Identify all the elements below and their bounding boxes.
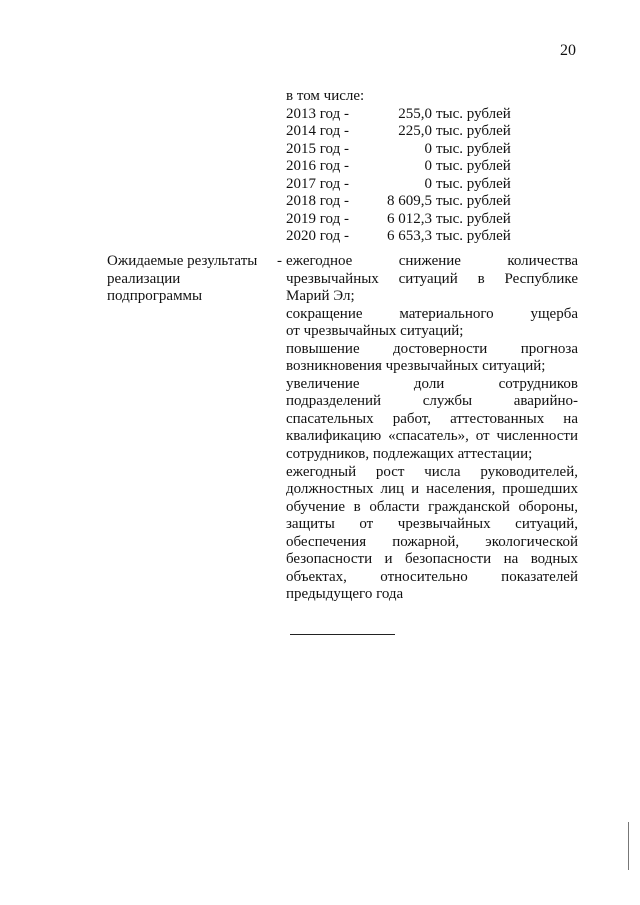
result-line: чрезвычайных ситуаций в Республике <box>286 270 578 287</box>
financing-year: 2016 год - <box>286 158 349 175</box>
result-line: возникновения чрезвычайных ситуаций; <box>286 358 546 375</box>
financing-breakdown <box>286 88 516 246</box>
result-line: объектах, относительно показателей <box>286 568 578 585</box>
result-line: квалификацию «спасатель», от численности <box>286 428 578 445</box>
label-line: Ожидаемые результаты <box>107 253 258 269</box>
result-line: безопасности и безопасности на водных <box>286 551 578 568</box>
end-rule <box>290 634 395 635</box>
result-line: защиты от чрезвычайных ситуаций, <box>286 516 578 533</box>
result-line: сотрудников, подлежащих аттестации; <box>286 446 533 463</box>
financing-amount: 0 <box>424 140 432 157</box>
result-line: ежегодный рост числа руководителей, <box>286 463 578 480</box>
financing-year: 2017 год - <box>286 175 349 192</box>
financing-year: 2018 год - <box>286 193 349 210</box>
financing-row <box>286 193 516 211</box>
result-line: от чрезвычайных ситуаций; <box>286 323 464 340</box>
result-line: повышение достоверности прогноза <box>286 340 578 357</box>
result-line: обучение в области гражданской обороны, <box>286 498 578 515</box>
page-number: 20 <box>560 42 576 59</box>
financing-unit: тыс. рублей <box>436 228 511 245</box>
financing-row <box>286 228 516 246</box>
financing-unit: тыс. рублей <box>436 175 511 192</box>
result-line: обеспечения пожарной, экологической <box>286 533 578 550</box>
financing-amount: 6 653,3 <box>387 228 432 245</box>
financing-year: 2019 год - <box>286 210 349 227</box>
scan-mark <box>628 822 629 870</box>
financing-unit: тыс. рублей <box>436 123 511 140</box>
financing-amount: 0 <box>424 175 432 192</box>
label-line: реализации <box>107 270 181 287</box>
financing-year: 2020 год - <box>286 228 349 245</box>
result-line: предыдущего года <box>286 586 404 603</box>
financing-year: 2013 год - <box>286 105 349 122</box>
label-dash: - <box>277 253 282 269</box>
label-line: подпрограммы <box>107 288 203 305</box>
results-label <box>107 253 282 306</box>
expected-results-text <box>286 253 578 604</box>
financing-year: 2014 год - <box>286 123 349 140</box>
financing-intro: в том числе: <box>286 88 365 104</box>
financing-unit: тыс. рублей <box>436 140 511 157</box>
financing-row <box>286 106 516 124</box>
financing-row <box>286 176 516 194</box>
financing-amount: 6 012,3 <box>387 210 432 227</box>
result-line: должностных лиц и населения, прошедших <box>286 481 578 498</box>
result-line: спасательных работ, аттестованных на <box>286 410 578 427</box>
result-line: ежегодное снижение количества <box>286 253 578 269</box>
result-line: увеличение доли сотрудников <box>286 375 578 392</box>
result-line: сокращение материального ущерба <box>286 305 578 322</box>
financing-amount: 225,0 <box>398 123 432 140</box>
financing-unit: тыс. рублей <box>436 210 511 227</box>
financing-unit: тыс. рублей <box>436 105 511 122</box>
result-line: Марий Эл; <box>286 288 355 305</box>
financing-year: 2015 год - <box>286 140 349 157</box>
financing-unit: тыс. рублей <box>436 158 511 175</box>
financing-amount: 255,0 <box>398 105 432 122</box>
financing-unit: тыс. рублей <box>436 193 511 210</box>
financing-row <box>286 141 516 159</box>
financing-row <box>286 123 516 141</box>
result-line: подразделений службы аварийно- <box>286 393 578 410</box>
financing-amount: 0 <box>424 158 432 175</box>
financing-row <box>286 158 516 176</box>
financing-row <box>286 211 516 229</box>
financing-amount: 8 609,5 <box>387 193 432 210</box>
